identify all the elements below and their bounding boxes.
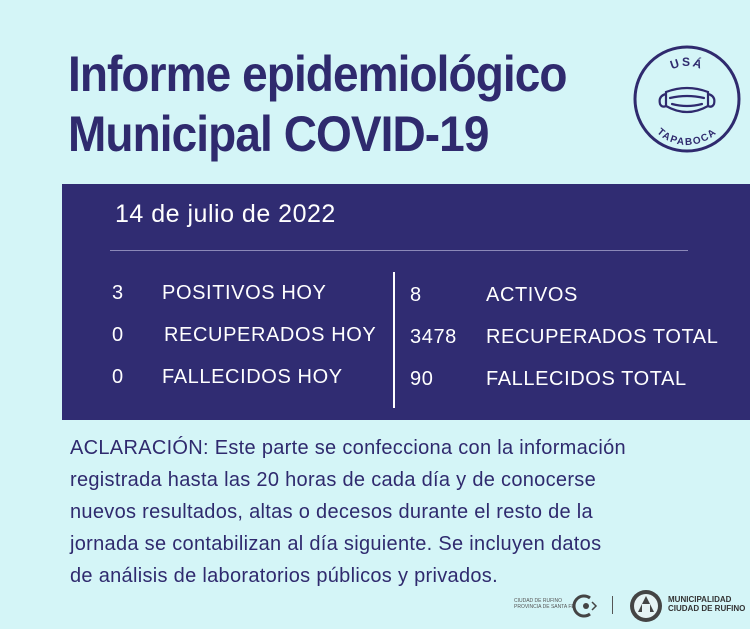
divider: [110, 250, 688, 251]
recuperados-total-label: RECUPERADOS TOTAL: [486, 326, 719, 348]
recuperados-hoy-label: RECUPERADOS HOY: [164, 324, 377, 346]
activos-label: ACTIVOS: [486, 284, 578, 306]
note-line: registrada hasta las 20 horas de cada día y de conocerse: [70, 469, 597, 491]
municipality-crest-icon: [628, 588, 664, 624]
activos-value: 8: [410, 284, 422, 306]
badge-top-text: USÁ: [668, 55, 706, 73]
fallecidos-hoy-label: FALLECIDOS HOY: [162, 366, 343, 388]
note-line: nuevos resultados, altas o decesos durante el resto de la: [70, 501, 593, 523]
footer-divider: [612, 596, 613, 614]
note-line: de análisis de laboratorios públicos y privados.: [70, 565, 498, 587]
municipality-line-1: MUNICIPALIDAD: [668, 595, 732, 604]
title-line-1: Informe epidemiológico: [68, 46, 567, 102]
recuperados-total-value: 3478: [410, 326, 457, 348]
municipality-name: [668, 595, 745, 613]
city-logo-text-1: CIUDAD DE RUFINO: [514, 598, 563, 604]
page-title: [68, 44, 567, 164]
column-divider: [393, 272, 395, 408]
fallecidos-total-label: FALLECIDOS TOTAL: [486, 368, 687, 390]
use-mask-badge: [632, 44, 742, 154]
note-line: jornada se contabilizan al día siguiente. Se incluyen datos: [70, 533, 602, 555]
face-mask-icon: [660, 88, 715, 112]
recuperados-hoy-value: 0: [112, 324, 124, 346]
positivos-hoy-label: POSITIVOS HOY: [162, 282, 327, 304]
positivos-hoy-value: 3: [112, 282, 124, 304]
title-line-2: Municipal COVID-19: [68, 106, 489, 162]
municipality-line-2: CIUDAD DE RUFINO: [668, 604, 746, 613]
note-line: ACLARACIÓN: Este parte se confecciona con la información: [70, 437, 626, 459]
city-logo-icon: [570, 592, 598, 620]
clarification-note: [70, 432, 710, 592]
fallecidos-total-value: 90: [410, 368, 434, 390]
city-logo-text-2: PROVINCIA DE SANTA FE: [514, 604, 575, 610]
fallecidos-hoy-value: 0: [112, 366, 124, 388]
badge-bottom-text: TAPABOCA: [654, 126, 720, 149]
report-panel: [62, 184, 750, 420]
report-date: 14 de julio de 2022: [115, 200, 336, 228]
footer-logos: [512, 586, 748, 626]
svg-text:USÁ: [668, 55, 706, 73]
